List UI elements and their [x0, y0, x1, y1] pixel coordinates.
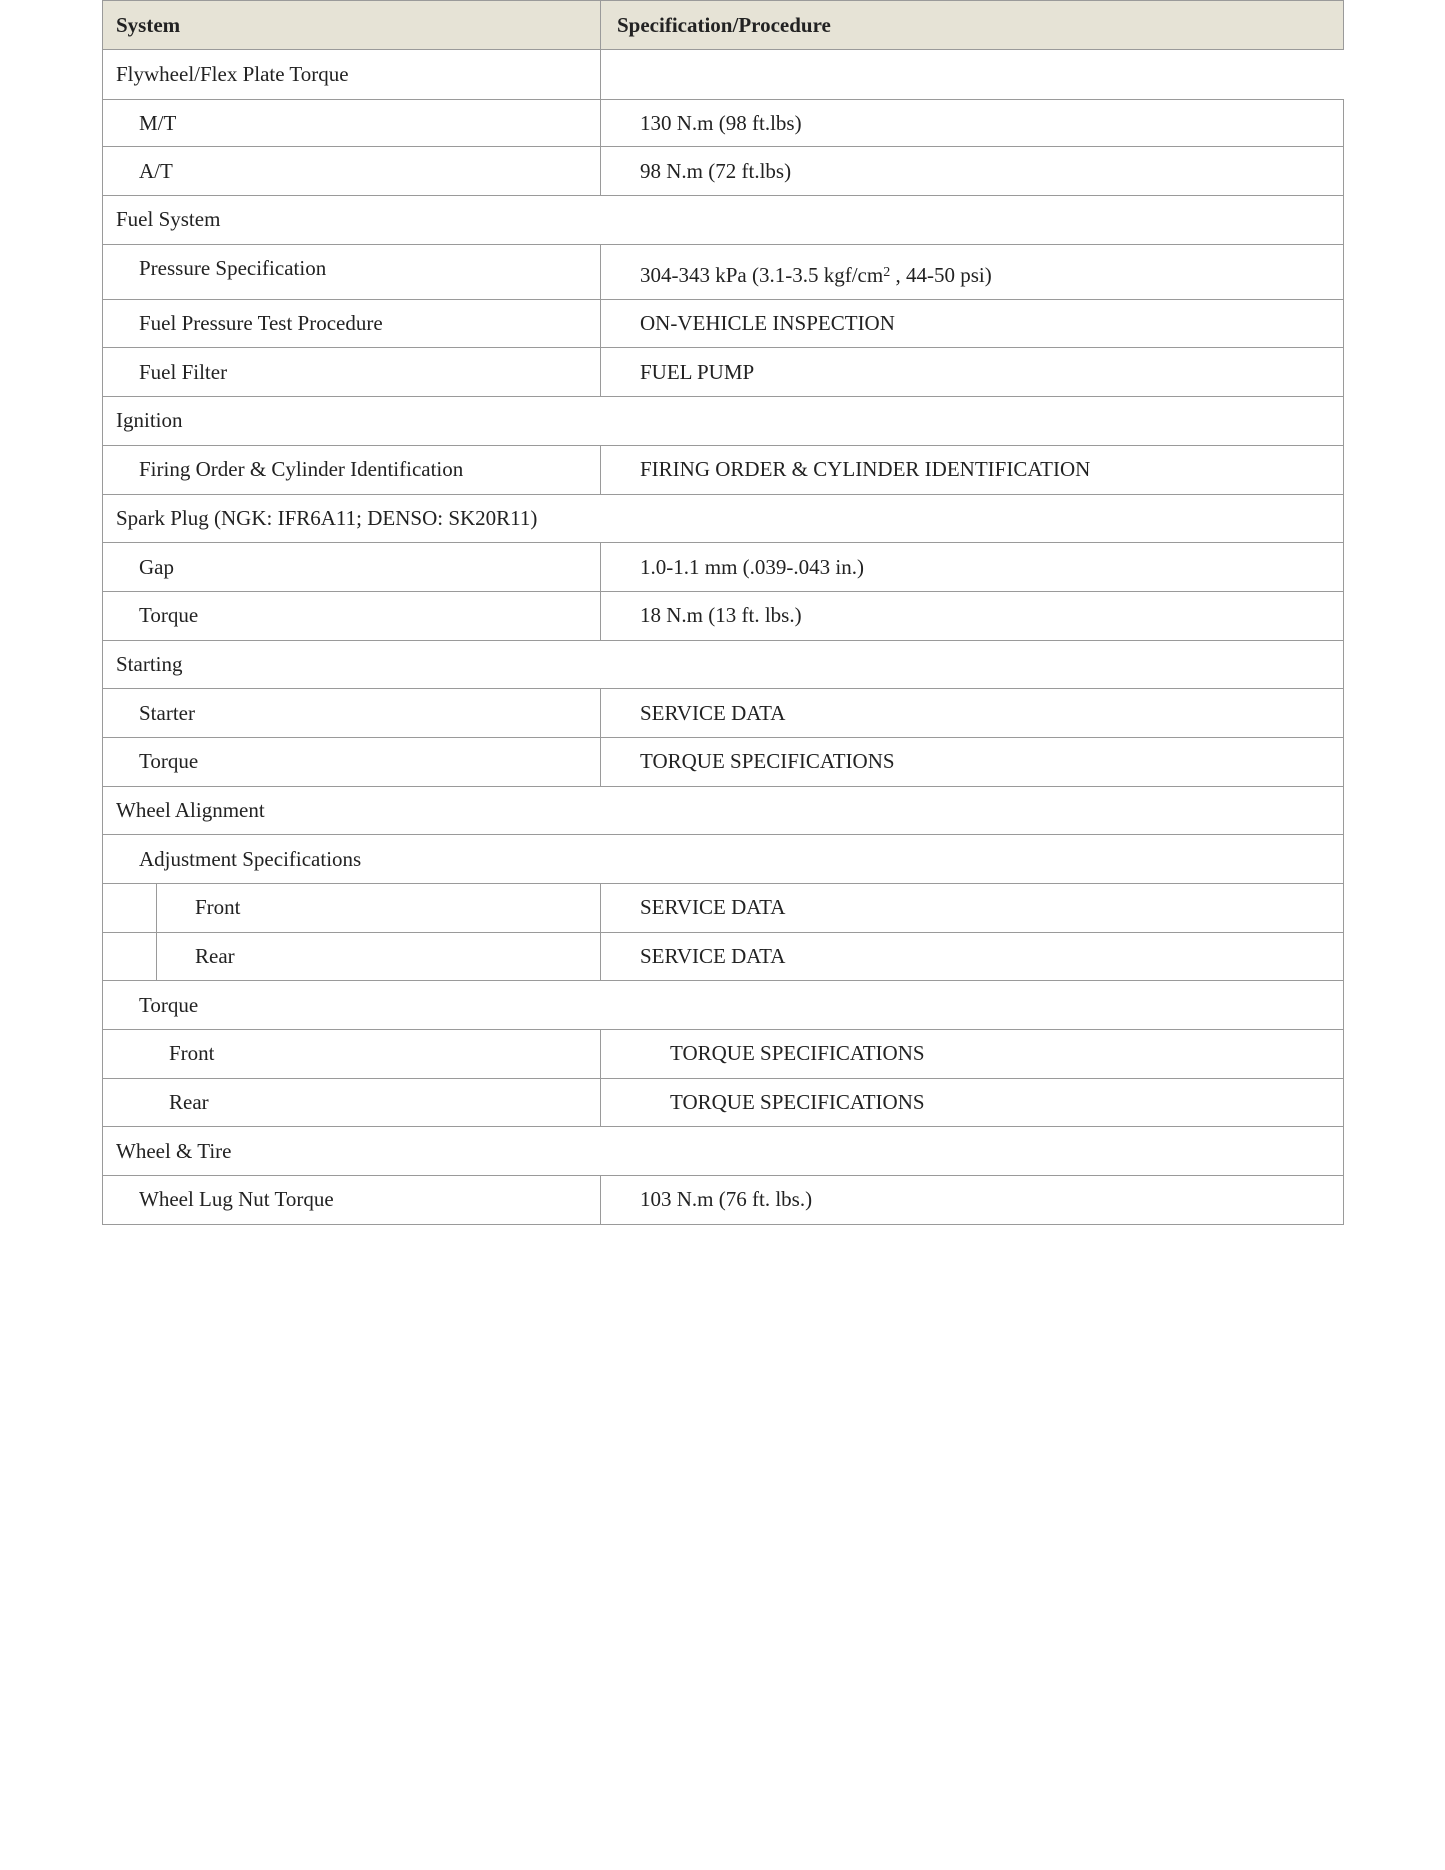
section-flywheel [102, 50, 1344, 99]
table-row [102, 300, 1344, 349]
section-wheel-tire [102, 1127, 1344, 1176]
row-value: 103 N.m (76 ft. lbs.) [640, 1187, 813, 1212]
table-row [102, 933, 1344, 982]
table-row [102, 245, 1344, 300]
row-label: A/T [103, 147, 601, 195]
row-label: Pressure Specification [103, 245, 601, 299]
table-row [102, 446, 1344, 495]
row-label: Fuel Pressure Test Procedure [103, 300, 601, 348]
row-label: Starter [103, 689, 601, 737]
row-value: 304-343 kPa (3.1-3.5 kgf/cm $^2$ , 44-50 psi) [640, 263, 992, 288]
specification-table [102, 0, 1344, 1225]
section-title: Ignition [116, 408, 183, 433]
row-value: TORQUE SPECIFICATIONS [670, 1090, 925, 1115]
section-fuel-system [102, 196, 1344, 245]
row-value: TORQUE SPECIFICATIONS [670, 1041, 925, 1066]
indent-stub-cell [103, 933, 157, 981]
row-label: Rear [103, 1079, 601, 1127]
subsection-title: Torque [139, 992, 199, 1017]
section-title: Spark Plug (NGK: IFR6A11; DENSO: SK20R11) [116, 505, 538, 530]
subsection-adjustment [102, 835, 1344, 884]
row-value: SERVICE DATA [640, 895, 786, 920]
row-value: FUEL PUMP [640, 359, 755, 384]
section-title: Wheel Alignment [116, 797, 265, 822]
table-row [102, 884, 1344, 933]
table-row [102, 147, 1344, 196]
row-value: SERVICE DATA [640, 700, 786, 725]
row-label: Wheel Lug Nut Torque [103, 1176, 601, 1224]
table-row [102, 592, 1344, 641]
table-row [102, 99, 1344, 148]
row-value: TORQUE SPECIFICATIONS [640, 749, 895, 774]
section-spark-plug [102, 495, 1344, 544]
section-ignition [102, 397, 1344, 446]
table-row [102, 348, 1344, 397]
row-value: 130 N.m (98 ft.lbs) [640, 110, 802, 135]
table-row [102, 689, 1344, 738]
row-label: Front [157, 884, 601, 932]
section-wheel-alignment [102, 787, 1344, 836]
table-row [102, 543, 1344, 592]
row-label: Fuel Filter [103, 348, 601, 396]
table-row [102, 1030, 1344, 1079]
header-system: System [103, 1, 601, 49]
row-value: FIRING ORDER & CYLINDER IDENTIFICATION [640, 457, 1091, 482]
row-value: 1.0-1.1 mm (.039-.043 in.) [640, 554, 864, 579]
table-row [102, 1079, 1344, 1128]
row-label: M/T [103, 100, 601, 147]
row-value: ON-VEHICLE INSPECTION [640, 311, 895, 336]
header-spec: Specification/Procedure [617, 12, 831, 37]
section-title: Wheel & Tire [116, 1138, 232, 1163]
section-title: Fuel System [116, 207, 221, 232]
row-label: Torque [103, 738, 601, 786]
section-title: Starting [116, 651, 183, 676]
row-label: Torque [103, 592, 601, 640]
table-row [102, 738, 1344, 787]
section-starting [102, 641, 1344, 690]
table-header-row [102, 0, 1344, 50]
row-value: 98 N.m (72 ft.lbs) [640, 158, 792, 183]
row-label: Front [103, 1030, 601, 1078]
pressure-value-main: 304-343 kPa (3.1-3.5 kgf/cm [640, 263, 884, 288]
section-title: Flywheel/Flex Plate Torque [103, 50, 601, 99]
indent-stub-cell [103, 884, 157, 932]
subsection-title: Adjustment Specifications [139, 846, 362, 871]
row-label: Gap [103, 543, 601, 591]
row-label: Rear [157, 933, 601, 981]
row-label: Firing Order & Cylinder Identification [103, 446, 601, 494]
table-row [102, 1176, 1344, 1225]
pressure-value-tail: , 44-50 psi) [890, 263, 992, 288]
row-value: SERVICE DATA [640, 944, 786, 969]
subsection-torque [102, 981, 1344, 1030]
row-value: 18 N.m (13 ft. lbs.) [640, 603, 802, 628]
